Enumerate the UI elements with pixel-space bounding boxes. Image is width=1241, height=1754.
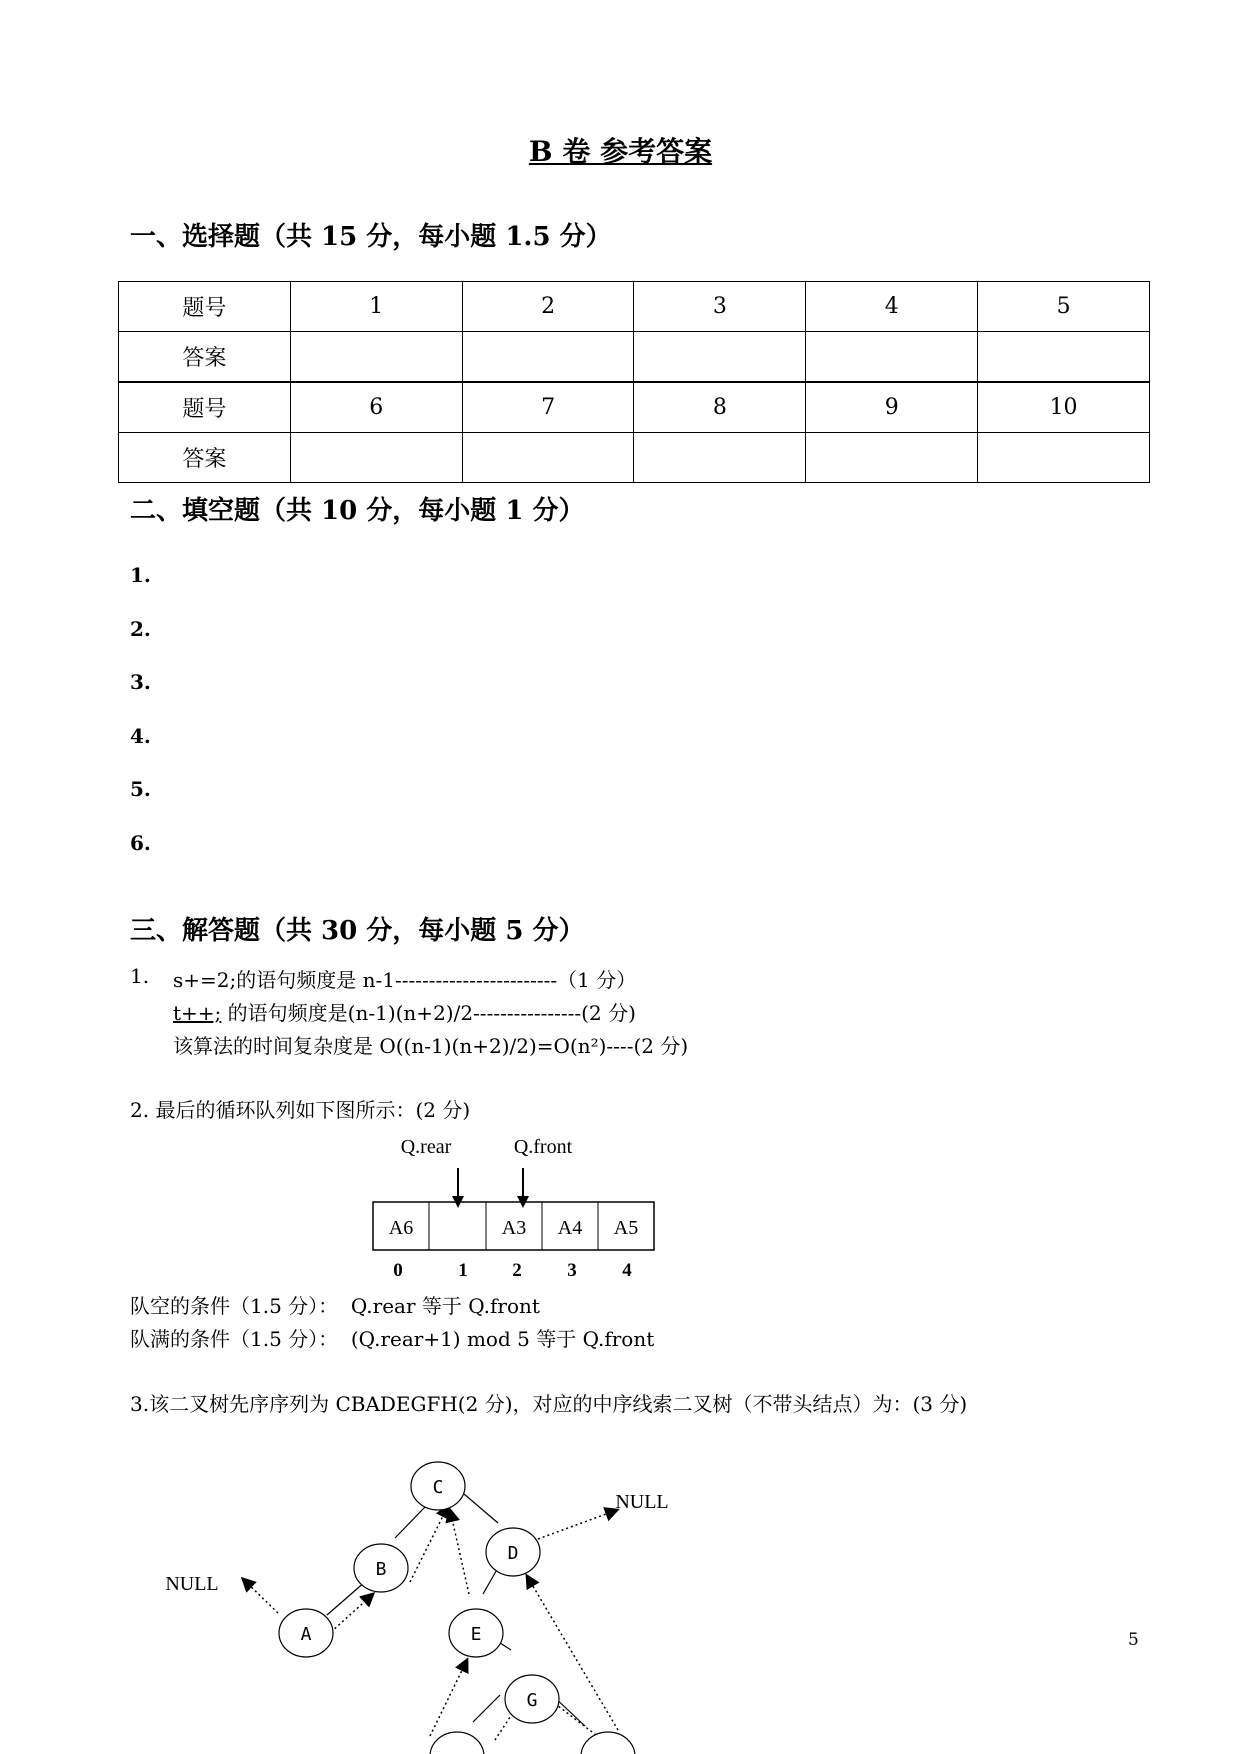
table-cell xyxy=(290,332,462,383)
tree-node-label: D xyxy=(507,1543,519,1564)
q1-line2 xyxy=(173,997,636,1026)
queue-index: 1 xyxy=(458,1260,468,1280)
queue-index: 3 xyxy=(567,1260,577,1280)
section1-heading: 一、选择题（共 15 分，每小题 1.5 分） xyxy=(130,222,612,252)
tree-edge xyxy=(395,1507,425,1538)
q1-line3: 该算法的时间复杂度是 O((n-1)(n+2)/2)=O(n²)----(2 分) xyxy=(173,1034,689,1058)
table-cell xyxy=(978,332,1150,383)
page-title: B 卷 参考答案 xyxy=(528,135,713,168)
table-cell: 答案 xyxy=(119,433,291,483)
q2-intro: 2. 最后的循环队列如下图所示：(2 分) xyxy=(130,1098,471,1122)
q1-number: 1. xyxy=(130,964,150,988)
table-cell xyxy=(462,332,634,383)
table-cell: 3 xyxy=(634,282,806,332)
table-cell xyxy=(290,433,462,483)
queue-cell: A4 xyxy=(557,1217,583,1239)
thread-arrow xyxy=(243,1579,278,1613)
table-cell: 8 xyxy=(634,382,806,433)
tree-edge xyxy=(464,1494,498,1523)
table-cell: 答案 xyxy=(119,332,291,383)
tree-node-partial xyxy=(581,1732,635,1754)
fill-item: 4. xyxy=(130,724,151,748)
page-number: 5 xyxy=(1128,1630,1139,1650)
table-cell: 1 xyxy=(290,282,462,332)
null-label-right: NULL xyxy=(615,1491,669,1513)
fill-item: 1. xyxy=(130,563,151,587)
table-cell xyxy=(806,433,978,483)
q2-full-condition: 队满的条件（1.5 分）： (Q.rear+1) mod 5 等于 Q.front xyxy=(130,1327,655,1351)
q2-empty-condition: 队空的条件（1.5 分）： Q.rear 等于 Q.front xyxy=(130,1294,540,1318)
rear-label: Q.rear xyxy=(400,1136,452,1158)
front-label: Q.front xyxy=(513,1136,573,1158)
queue-diagram xyxy=(360,1130,680,1280)
table-cell: 题号 xyxy=(119,282,291,332)
table-cell: 10 xyxy=(978,382,1150,433)
queue-index: 2 xyxy=(512,1260,522,1280)
thread-arrow xyxy=(450,1510,469,1594)
tree-edge xyxy=(327,1581,366,1615)
queue-index: 4 xyxy=(622,1260,632,1280)
table-cell xyxy=(806,332,978,383)
q1-line2-text: 的语句频度是(n-1)(n+2)/2----------------(2 分) xyxy=(221,1001,636,1025)
table-cell: 9 xyxy=(806,382,978,433)
thread-arrow xyxy=(430,1660,467,1736)
queue-cell: A5 xyxy=(613,1217,639,1239)
table-cell: 7 xyxy=(462,382,634,433)
q1-line2-code: t++; xyxy=(173,1001,222,1025)
threaded-tree-diagram xyxy=(0,1440,1241,1754)
queue-cell: A3 xyxy=(501,1217,527,1239)
tree-node-label: B xyxy=(375,1559,387,1580)
tree-edge xyxy=(473,1695,500,1722)
fill-item: 3. xyxy=(130,670,151,694)
table-cell: 6 xyxy=(290,382,462,433)
q3-intro: 3.该二叉树先序序列为 CBADEGFH(2 分)，对应的中序线索二叉树（不带头结点）为：(3 分) xyxy=(130,1392,968,1416)
null-label-left: NULL xyxy=(165,1573,219,1595)
section2-heading: 二、填空题（共 10 分，每小题 1 分） xyxy=(130,496,585,526)
section3-heading: 三、解答题（共 30 分，每小题 5 分） xyxy=(130,916,585,946)
table-cell xyxy=(462,433,634,483)
table-cell xyxy=(634,332,806,383)
table-cell: 5 xyxy=(978,282,1150,332)
answer-table xyxy=(118,281,1150,483)
table-cell xyxy=(634,433,806,483)
fill-item: 2. xyxy=(130,617,151,641)
tree-node-label: G xyxy=(526,1690,538,1711)
queue-index: 0 xyxy=(393,1260,403,1280)
table-cell: 2 xyxy=(462,282,634,332)
q1-line1: s+=2;的语句频度是 n-1------------------------（1 分） xyxy=(173,968,637,992)
tree-node-label: C xyxy=(432,1477,444,1498)
fill-item: 5. xyxy=(130,777,151,801)
queue-cell: A6 xyxy=(388,1217,414,1239)
tree-node-label: A xyxy=(300,1624,312,1645)
thread-arrow xyxy=(538,1510,617,1539)
thread-arrow xyxy=(331,1594,373,1632)
table-cell: 题号 xyxy=(119,382,291,433)
tree-node-label: E xyxy=(470,1624,482,1645)
tree-node-partial xyxy=(430,1732,484,1754)
table-cell xyxy=(978,433,1150,483)
fill-item: 6. xyxy=(130,831,151,855)
table-cell: 4 xyxy=(806,282,978,332)
